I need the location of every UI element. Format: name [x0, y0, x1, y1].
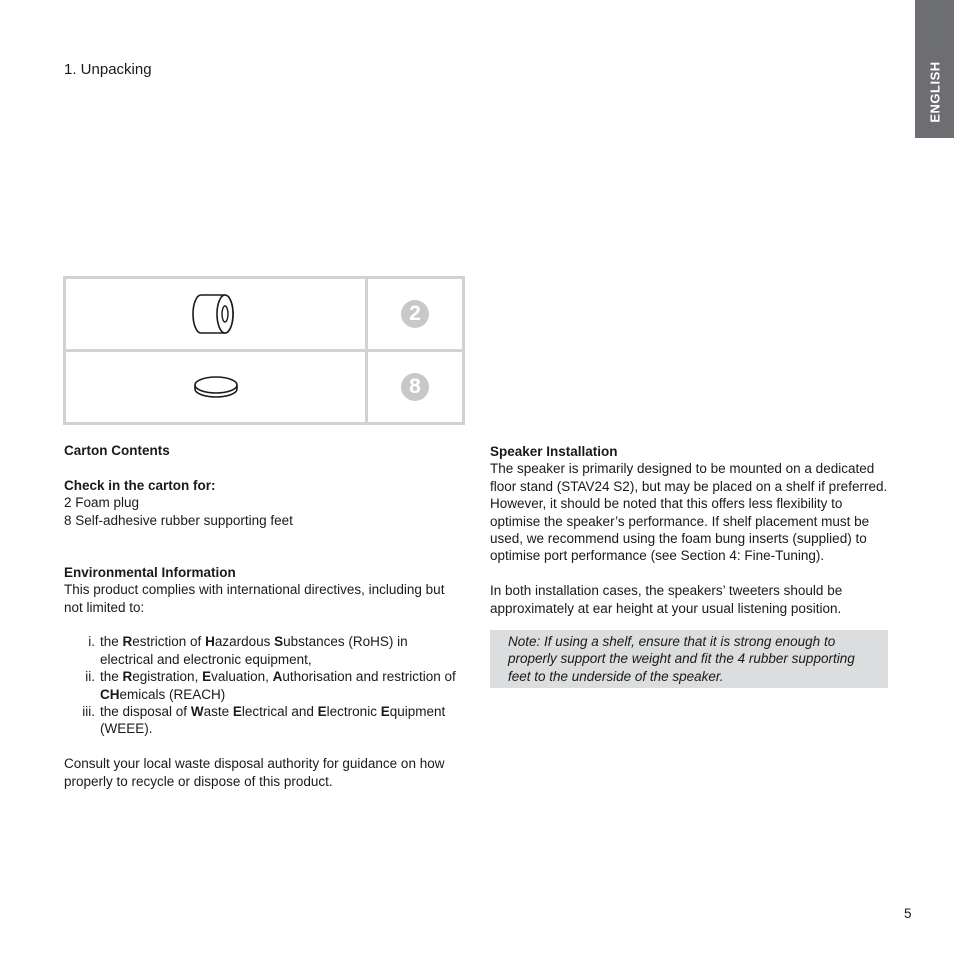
directives-list: [64, 633, 464, 737]
carton-contents-table: [63, 276, 465, 426]
quantity-cell: [365, 276, 465, 352]
right-column: [490, 443, 894, 617]
item-cell: [63, 349, 368, 425]
section-heading: 1. Unpacking: [64, 61, 152, 78]
environmental-heading: Environmental Information: [64, 564, 236, 580]
list-item-number: iii.: [82, 704, 95, 720]
quantity-badge: 8: [401, 373, 429, 401]
list-item: i. the Restriction of Hazardous Substances (RoHS) in electrical and electronic equipment,: [64, 633, 464, 668]
list-item-number: i.: [88, 634, 95, 650]
carton-item: 8 Self-adhesive rubber supporting feet: [64, 512, 293, 528]
rubber-foot-icon: [192, 373, 240, 401]
installation-paragraph: The speaker is primarily designed to be mounted on a dedicated floor stand (STAV24 S2), but may be placed on a shelf if preferred. However, it should be noted that this offers less flexibility to optimise the speaker’s performance. If shelf placement must be used, we recommend using the foam bung inserts (supplied) to optimise port performance (see Section 4: Fine-Tuning).: [490, 461, 888, 564]
language-tab: [915, 0, 954, 138]
environmental-intro: This product complies with international directives, including but not limited to:: [64, 582, 445, 615]
quantity-badge: 2: [401, 300, 429, 328]
disposal-guidance: Consult your local waste disposal authority for guidance on how properly to recycle or dispose of this product.: [64, 756, 445, 789]
quantity-cell: [365, 349, 465, 425]
foam-plug-icon: [187, 292, 245, 336]
left-column: [64, 442, 464, 790]
check-carton-heading: Check in the carton for:: [64, 477, 216, 493]
table-row: [63, 349, 465, 424]
page-number: 5: [904, 906, 912, 921]
installation-paragraph: In both installation cases, the speakers’ tweeters should be approximately at ear height at your usual listening position.: [490, 583, 843, 616]
carton-contents-heading: Carton Contents: [64, 443, 170, 458]
list-item: ii. the Registration, Evaluation, Authorisation and restriction of CHemicals (REACH): [64, 668, 464, 703]
table-row: [63, 276, 465, 351]
list-item: iii. the disposal of Waste Electrical and Electronic Equipment (WEEE).: [64, 703, 464, 738]
shelf-note: Note: If using a shelf, ensure that it is strong enough to properly support the weight and fit the 4 rubber supporting feet to the underside of the speaker.: [490, 630, 888, 688]
installation-heading: Speaker Installation: [490, 444, 618, 459]
carton-item: 2 Foam plug: [64, 495, 140, 511]
list-item-number: ii.: [85, 669, 95, 685]
language-tab-label: ENGLISH: [927, 61, 942, 123]
item-cell: [63, 276, 368, 352]
